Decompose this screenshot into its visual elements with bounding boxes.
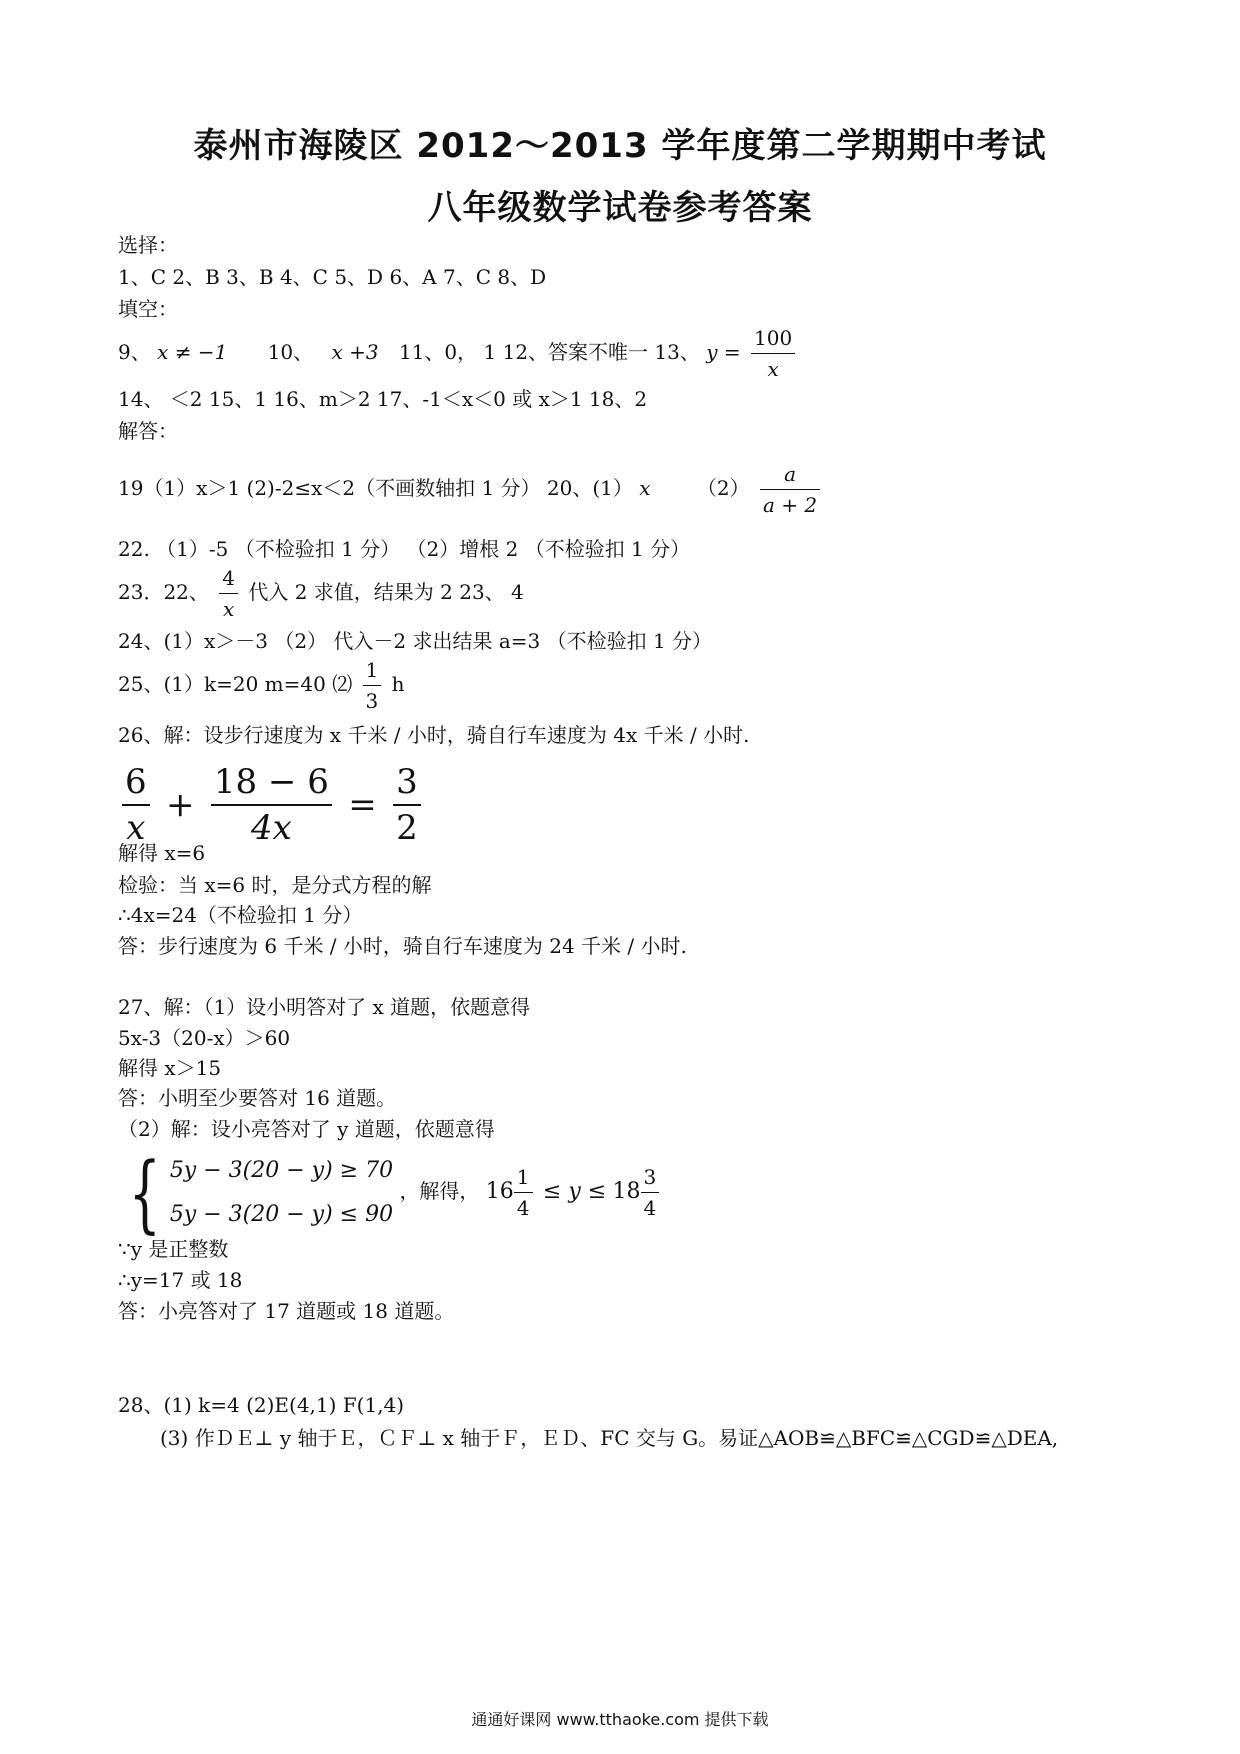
q27-therefore: ∴y=17 或 18 xyxy=(118,1268,243,1292)
q26-fraction-1 xyxy=(122,760,150,850)
q26-f2-numerator: 18 − 6 xyxy=(211,760,332,806)
q20-part2-label: （2） xyxy=(696,476,750,500)
q24: 24、(1）x＞－3 （2） 代入－2 求出结果 a=3 （不检验扣 1 分） xyxy=(118,629,713,653)
q11-12-answers: 11、0， 1 12、答案不唯一 13、 xyxy=(398,340,700,364)
q9-label: 9、 xyxy=(118,340,151,364)
q22: 22. （1）-5 （不检验扣 1 分） （2）增根 2 （不检验扣 1 分） xyxy=(118,537,691,561)
q20-numerator: a xyxy=(760,459,820,490)
q25-prefix: 25、(1）k=20 m=40 ⑵ xyxy=(118,672,359,696)
q9-answer: x ≠ −1 xyxy=(157,340,228,364)
q23-prefix: 23．22、 xyxy=(118,580,209,604)
section-solve: 解答： xyxy=(118,419,178,443)
q27-inequality: 5x-3（20-x）＞60 xyxy=(118,1026,291,1050)
q27-high-numerator: 3 xyxy=(641,1162,660,1193)
q20-fraction xyxy=(760,459,820,520)
q20-part1-answer: x xyxy=(639,476,651,500)
q25-denominator: 3 xyxy=(365,689,379,713)
q26-f2-denominator: 4x xyxy=(250,807,292,848)
q26-check: 检验：当 x=6 时，是分式方程的解 xyxy=(118,873,432,897)
q10-label: 10、 xyxy=(267,340,314,364)
q26-therefore: ∴4x=24（不检验扣 1 分） xyxy=(118,903,363,927)
q26-f1-denominator: x xyxy=(126,807,146,848)
q20-denominator: a + 2 xyxy=(762,493,818,517)
q23 xyxy=(118,562,524,624)
q26-f3-denominator: 2 xyxy=(396,807,418,848)
title-line-1: 泰州市海陵区 2012～2013 学年度第二学期期中考试 xyxy=(193,126,1047,166)
q23-numerator: 4 xyxy=(219,563,238,594)
q27-low-fraction xyxy=(514,1162,533,1223)
q13-numerator: 100 xyxy=(751,323,795,354)
q25 xyxy=(118,654,405,716)
q27-system-rows xyxy=(170,1149,393,1237)
q23-fraction xyxy=(219,563,238,624)
footer-source: 通通好课网 www.tthaoke.com 提供下载 xyxy=(471,1710,769,1729)
q26-f3-numerator: 3 xyxy=(393,760,421,806)
q27-answer-1: 答：小明至少要答对 16 道题。 xyxy=(118,1086,397,1110)
q25-suffix: h xyxy=(391,672,405,696)
q26-equals: = xyxy=(348,784,377,825)
q26-fraction-2 xyxy=(211,760,332,850)
q26-fraction-3 xyxy=(393,760,421,850)
q27-system-row-1: 5y − 3(20 − y) ≥ 70 xyxy=(169,1157,394,1183)
q27-low-numerator: 1 xyxy=(514,1162,533,1193)
fill-row-1 xyxy=(118,322,799,384)
q13-denominator: x xyxy=(767,357,779,381)
q26-f1-numerator: 6 xyxy=(122,760,150,806)
q27-solve: 解得 x＞15 xyxy=(118,1056,222,1080)
q27-low-integer: 16 xyxy=(485,1179,514,1204)
q26-answer: 答：步行速度为 6 千米 / 小时，骑自行车速度为 24 千米 / 小时. xyxy=(118,934,687,958)
q26-equation xyxy=(118,758,425,850)
q25-fraction xyxy=(363,655,382,716)
q13-lhs: y = xyxy=(706,340,741,364)
q28-part1-2: 28、(1) k=4 (2)E(4,1) F(1,4) xyxy=(118,1393,405,1417)
q27-system-row-2: 5y − 3(20 − y) ≤ 90 xyxy=(169,1201,394,1227)
q27-high-integer: 18 xyxy=(612,1179,641,1204)
q26-plus: + xyxy=(166,784,195,825)
q27-intro: 27、解：（1）设小明答对了 x 道题，依题意得 xyxy=(118,995,531,1019)
q27-high-fraction xyxy=(641,1162,660,1223)
choice-answers: 1、C 2、B 3、B 4、C 5、D 6、A 7、C 8、D xyxy=(118,265,547,289)
q27-part2-intro: （2）解：设小亮答对了 y 道题，依题意得 xyxy=(118,1117,495,1141)
q27-high-denominator: 4 xyxy=(643,1196,657,1220)
q23-suffix: 代入 2 求值，结果为 2 23、 4 xyxy=(248,580,524,604)
q19-20-text: 19（1）x＞1 (2)-2≤x＜2（不画数轴扣 1 分） 20、(1） xyxy=(118,476,633,500)
title-line-2: 八年级数学试卷参考答案 xyxy=(427,188,813,228)
q10-answer: x +3 xyxy=(331,340,379,364)
q27-system-mid: ，解得， xyxy=(399,1179,480,1203)
q28-part3: (3) 作ＤＥ⊥ y 轴于Ｅ，ＣＦ⊥ x 轴于Ｆ，ＥＤ、FC 交与 G。易证△AOB≌△BFC≌△CGD≌△DEA, xyxy=(160,1426,1059,1450)
q23-denominator: x xyxy=(222,597,235,621)
q27-relation: ≤ y ≤ xyxy=(542,1179,607,1204)
section-fill: 填空： xyxy=(118,297,178,321)
q27-system xyxy=(118,1143,663,1242)
section-choice: 选择： xyxy=(118,233,178,257)
left-brace-icon: { xyxy=(128,1143,161,1242)
q27-low-denominator: 4 xyxy=(516,1196,530,1220)
fill-row-2: 14、 ＜2 15、1 16、m＞2 17、-1＜x＜0 或 x＞1 18、2 xyxy=(118,387,648,411)
q13-fraction xyxy=(751,323,795,384)
q27-answer-2: 答：小亮答对了 17 道题或 18 道题。 xyxy=(118,1299,455,1323)
q26-intro: 26、解：设步行速度为 x 千米 / 小时，骑自行车速度为 4x 千米 / 小时. xyxy=(118,723,750,747)
q19-20 xyxy=(118,458,824,520)
q26-solve: 解得 x=6 xyxy=(118,841,206,865)
q27-since: ∵y 是正整数 xyxy=(118,1237,229,1261)
q25-numerator: 1 xyxy=(363,655,382,686)
